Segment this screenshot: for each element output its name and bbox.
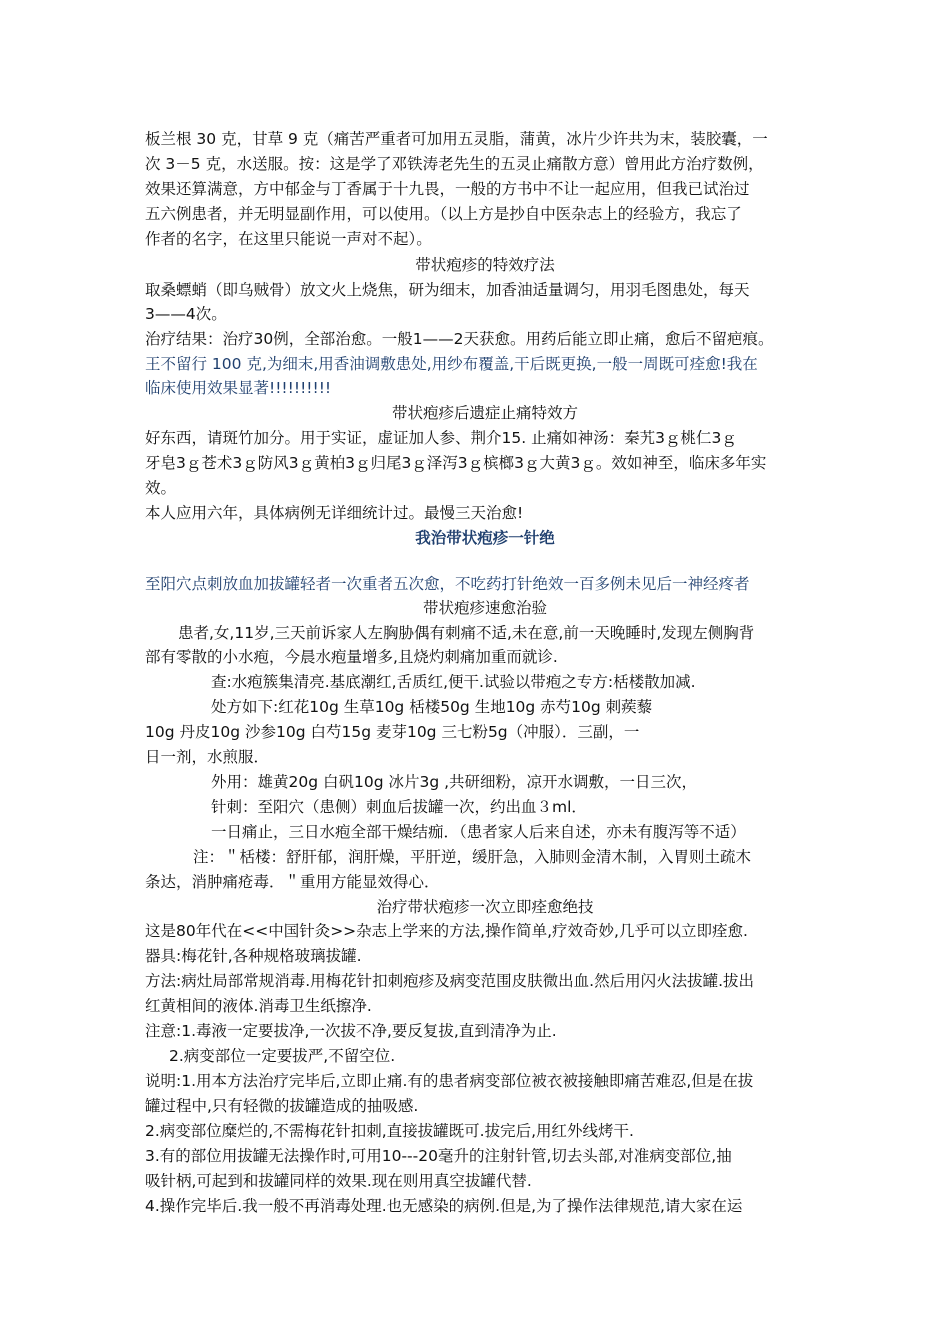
text-line: 注意:1.毒液一定要拔净,一次拔不净,要反复拔,直到清净为止. — [145, 1022, 557, 1040]
text-line: 罐过程中,只有轻微的拔罐造成的抽吸感. — [145, 1097, 419, 1115]
text-line: 取桑螵蛸（即乌贼骨）放文火上烧焦，研为细末，加香油适量调匀，用羽毛图患处，每天 — [145, 281, 750, 299]
text-line: 牙皂3ｇ苍术3ｇ防风3ｇ黄柏3ｇ归尾3ｇ泽泻3ｇ槟榔3ｇ大黄3ｇ。效如神至，临床多年实 — [145, 454, 767, 472]
text-line: 带状疱疹的特效疗法 — [415, 256, 555, 274]
text-line: 外用：雄黄20g 白矾10g 冰片3g ,共研细粉，凉开水调敷，一日三次， — [211, 773, 698, 791]
text-line: 次 3－5 克，水送服。按：这是学了邓铁涛老先生的五灵止痛散方意）曾用此方治疗数例， — [145, 155, 764, 173]
text-line: 注：＂栝楼：舒肝郁，润肝燥，平肝逆，缓肝急，入肺则金清木制，入胃则土疏木 — [193, 848, 752, 866]
text-line: 2.病变部位糜烂的,不需梅花针扣刺,直接拔罐既可.拔完后,用红外线烤干. — [145, 1122, 634, 1140]
text-line: 日一剂，水煎服． — [145, 748, 270, 766]
text-line: 效。 — [145, 479, 177, 497]
text-line: 带状疱疹后遗症止痛特效方 — [391, 404, 578, 422]
text-line: 条达，消肿痛疮毒．＂重用方能显效得心． — [145, 873, 440, 891]
text-line: 红黄相间的液体.消毒卫生纸擦净. — [145, 997, 372, 1015]
text-line: 一日痛止，三日水疱全部干燥结痂．（患者家人后来自述，亦未有腹泻等不适） — [211, 823, 746, 841]
text-line: 作者的名字，在这里只能说一声对不起）。 — [145, 230, 432, 248]
text-line: 好东西，请斑竹加分。用于实证，虚证加人参、荆介15. 止痛如神汤：秦艽3ｇ桃仁3ｇ — [145, 429, 737, 447]
text-line: 处方如下:红花10g 生草10g 栝楼50g 生地10g 赤芍10g 刺蒺藜 — [211, 698, 653, 716]
text-line: 吸针柄,可起到和拔罐同样的效果.现在则用真空拔罐代替. — [145, 1172, 532, 1190]
text-line: 2.病变部位一定要拔严,不留空位. — [169, 1047, 396, 1065]
text-line: 3——4次。 — [145, 305, 227, 323]
text-line: 方法:病灶局部常规消毒.用梅花针扣刺疱疹及病变范围皮肤微出血.然后用闪火法拔罐.拔出 — [145, 972, 755, 990]
text-line: 王不留行 100 克,为细末,用香油调敷患处,用纱布覆盖,干后既更换,一般一周既可痊愈!我在 — [145, 355, 758, 373]
text-line: 部有零散的小水疱，今晨水疱量增多,且烧灼刺痛加重而就诊. — [145, 648, 558, 666]
text-line: 4.操作完毕后.我一般不再消毒处理.也无感染的病例.但是,为了操作法律规范,请大家在运 — [145, 1197, 743, 1215]
text-line: 本人应用六年，具体病例无详细统计过。最慢三天治愈! — [145, 504, 524, 522]
text-line: 五六例患者，并无明显副作用，可以使用。（以上方是抄自中医杂志上的经验方，我忘了 — [145, 205, 742, 223]
text-line: 带状疱疹速愈治验 — [422, 599, 547, 617]
text-line: 至阳穴点刺放血加拔罐轻者一次重者五次愈，不吃药打针绝效一百多例未见后一神经疼者 — [145, 575, 750, 593]
text-line: 板兰根 30 克，甘草 9 克（痛苦严重者可加用五灵脂，蒲黄，冰片少许共为末，装胶囊，一 — [145, 130, 768, 148]
text-line: 治疗结果：治疗30例，全部治愈。一般1——2天获愈。用药后能立即止痛，愈后不留疤痕。 — [145, 330, 774, 348]
text-line: 临床使用效果显著!!!!!!!!!! — [145, 379, 332, 397]
text-line: 我治带状疱疹一针绝 — [415, 529, 555, 547]
text-line: 针刺：至阳穴（患侧）刺血后拔罐一次，约出血３ml． — [211, 798, 587, 816]
text-line: 说明:1.用本方法治疗完毕后,立即止痛.有的患者病变部位被衣被接触即痛苦难忍,但是在拔 — [145, 1072, 754, 1090]
text-line: 查:水疱簇集清亮.基底潮红,舌质红,便干.试验以带疱之专方:栝楼散加减. — [211, 673, 696, 691]
text-line: 患者,女,11岁,三天前诉家人左胸胁偶有刺痛不适,未在意,前一天晚睡时,发现左侧胸背 — [178, 624, 755, 642]
text-line: 效果还算满意，方中郁金与丁香属于十九畏，一般的方书中不让一起应用，但我已试治过 — [145, 180, 750, 198]
text-line: 3.有的部位用拔罐无法操作时,可用10---20毫升的注射针管,切去头部,对准病变部位,抽 — [145, 1147, 732, 1165]
text-line: 10g 丹皮10g 沙参10g 白芍15g 麦芽10g 三七粉5g（冲服）．三副，一 — [145, 723, 640, 741]
text-line: 治疗带状疱疹一次立即痊愈绝技 — [376, 898, 594, 916]
text-line: 器具:梅花针,各种规格玻璃拔罐. — [145, 947, 362, 965]
text-line: 这是80年代在<<中国针灸>>杂志上学来的方法,操作简单,疗效奇妙,几乎可以立即痊愈. — [145, 922, 748, 940]
